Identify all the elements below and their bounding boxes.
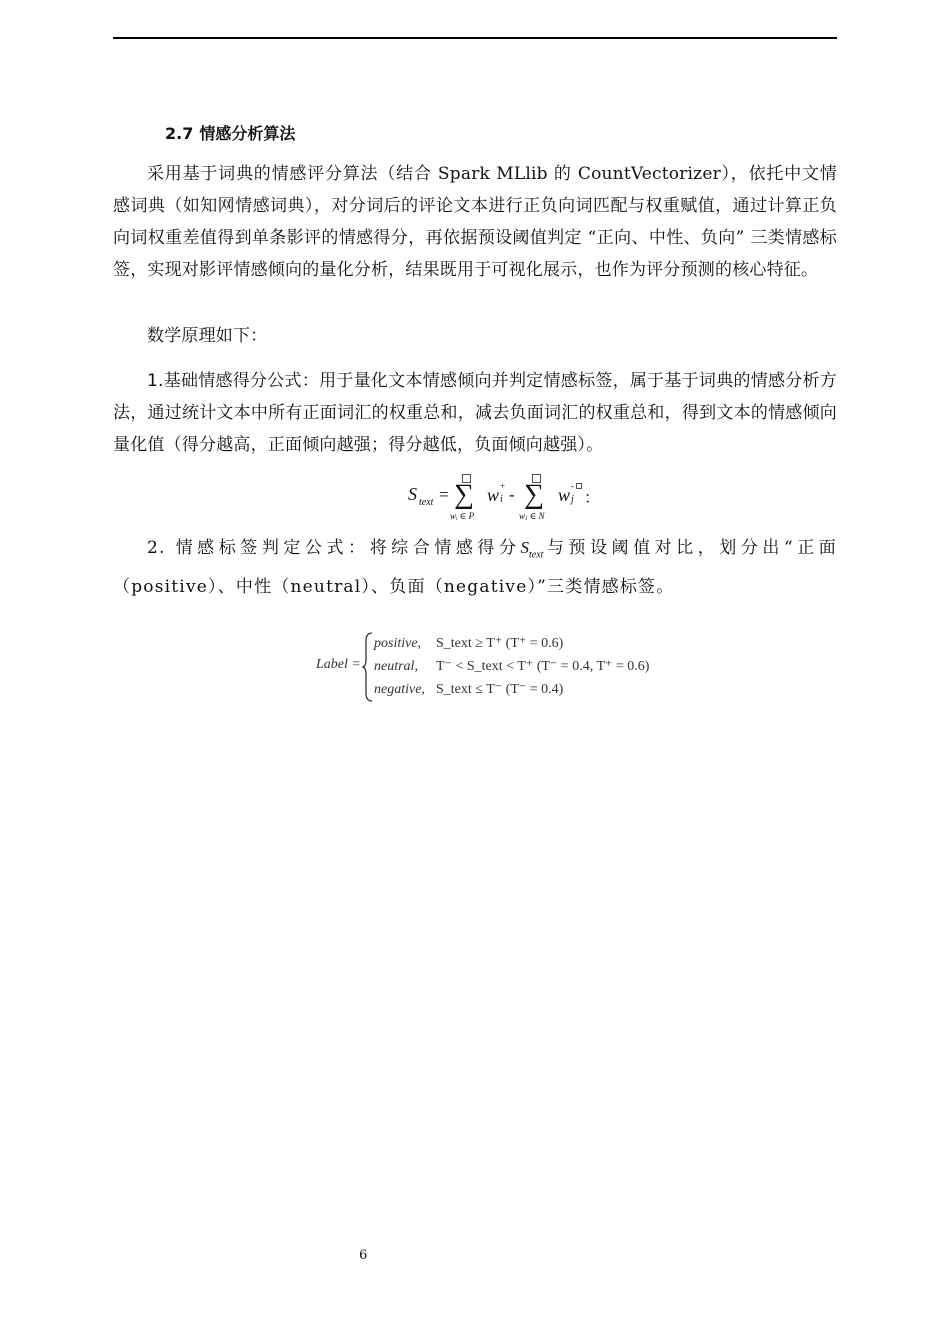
formula-w-neg-sub: j: [571, 494, 574, 505]
formula-w-neg: w: [558, 485, 571, 505]
left-brace-icon: [362, 631, 374, 703]
item2-text-before: 2. 情感标签判定公式：将综合情感得分: [147, 538, 521, 558]
label-formula: [316, 631, 650, 703]
case-positive: [374, 635, 563, 652]
formula-equals: =: [439, 485, 449, 504]
case-neutral-label: neutral,: [374, 659, 418, 674]
case-negative-condition: S_text ≤ T⁻ (T⁻ = 0.4): [436, 682, 564, 697]
inline-s-text: [520, 538, 544, 561]
sentiment-score-formula: [408, 470, 608, 526]
case-positive-label: positive,: [374, 636, 422, 651]
header-rule: [113, 37, 837, 39]
intro-paragraph: 采用基于词典的情感评分算法（结合 Spark MLlib 的 CountVectorizer），依托中文情感词典（如知网情感词典），对分词后的评论文本进行正负向词匹配与权重赋值，通过计算正负向词权重差值得到单条影评的情感得分，再依据预设阈值判定 “正向、中性、负向” 三类情感标签，实现对影评情感倾向的量化分析，结果既用于可视化展示，也作为评分预测的核心特征。: [113, 164, 837, 280]
formula-w-pos-sub: i: [500, 494, 503, 505]
item1-paragraph: [113, 365, 837, 461]
item1-text: 基础情感得分公式：用于量化文本情感倾向并判定情感标签，属于基于词典的情感分析方法，通过统计文本中所有正面词汇的权重总和，减去负面词汇的权重总和，得到文本的情感倾向量化值（得分越高，正面倾向越强；得分越低，负面倾向越强）。: [113, 371, 837, 455]
formula-w-neg-sup: -: [571, 481, 574, 491]
item2-text-after: 与预设阈值对比，划分出“正面（positive）、中性（neutral）、负面（negative）”三类情感标签。: [113, 538, 837, 598]
sum-pos-icon: ∑: [454, 479, 474, 510]
inline-s: S: [520, 538, 530, 557]
formula-s: S: [408, 484, 417, 504]
formula-s-sub: text: [419, 497, 434, 508]
section-title: 情感分析算法: [199, 124, 296, 143]
sum-neg-icon: ∑: [524, 479, 544, 510]
case-neutral-condition: T⁻ < S_text < T⁺ (T⁻ = 0.4, T⁺ = 0.6): [436, 659, 650, 674]
section-heading: [165, 121, 295, 144]
sum-pos-limit: wᵢ ∈ P: [450, 511, 475, 521]
formula-w-pos: w: [487, 485, 500, 505]
item2-paragraph: [113, 532, 837, 603]
placeholder-box-icon: [576, 483, 582, 489]
page-number: 6: [359, 1248, 368, 1263]
sum-neg-limit: wⱼ ∈ N: [519, 511, 545, 521]
math-intro-paragraph: 数学原理如下：: [147, 326, 268, 346]
formula-w-pos-sup: +: [500, 481, 506, 491]
case-positive-condition: S_text ≥ T⁺ (T⁺ = 0.6): [436, 636, 564, 651]
formula-minus: -: [509, 485, 515, 504]
formula-colon: ：: [584, 490, 601, 507]
inline-s-sub: text: [529, 549, 544, 561]
case-negative: [374, 681, 563, 698]
section-number: 2.7: [165, 124, 194, 143]
item1-number: 1.: [147, 371, 164, 391]
case-neutral: [374, 658, 649, 675]
label-equals: Label =: [316, 657, 361, 672]
case-negative-label: negative,: [374, 682, 425, 697]
